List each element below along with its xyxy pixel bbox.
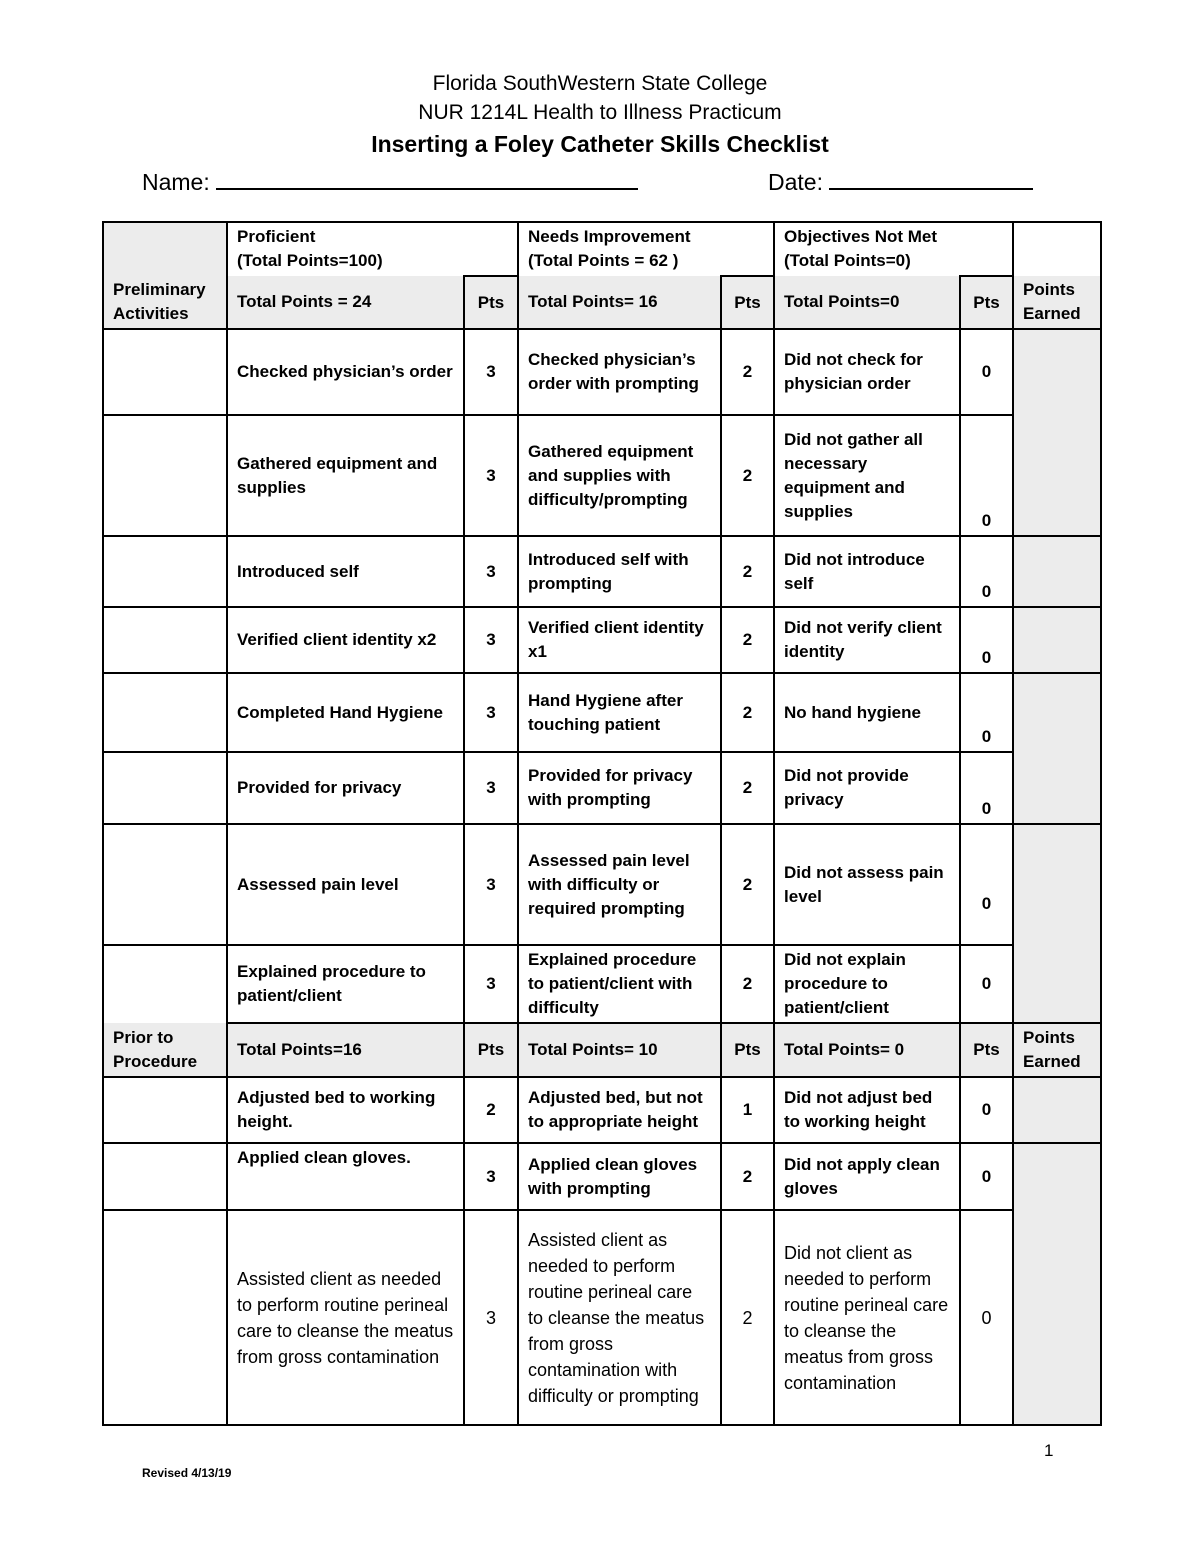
needs-points: 2: [721, 824, 774, 945]
notmet-criterion: Did not introduce self: [774, 536, 960, 607]
notmet-points: 0: [960, 536, 1013, 607]
needs-criterion: Gathered equipment and supplies with difficulty/prompting: [518, 415, 721, 536]
needs-points: 2: [721, 1143, 774, 1210]
proficient-criterion: Assessed pain level: [227, 824, 464, 945]
date-label: Date:: [768, 169, 823, 195]
notmet-points: 0: [960, 607, 1013, 673]
proficient-pts-label: Pts: [464, 276, 518, 329]
needs-points: 2: [721, 673, 774, 752]
proficient-points: 3: [464, 329, 518, 415]
notmet-points: 0: [960, 752, 1013, 824]
proficient-section-total: Total Points=16: [227, 1023, 464, 1077]
points-earned-label: Points Earned: [1013, 1023, 1101, 1077]
proficient-pts-label: Pts: [464, 1023, 518, 1077]
course-title: NUR 1214L Health to Illness Practicum: [418, 101, 782, 124]
column-header-row: [103, 222, 1101, 276]
page-number: 1: [1044, 1441, 1054, 1460]
needs-total-heading: (Total Points = 62 ): [528, 251, 679, 270]
proficient-header: [227, 222, 518, 276]
table-row: [103, 329, 1101, 415]
notmet-points: 0: [960, 824, 1013, 945]
checklist-title: Inserting a Foley Catheter Skills Checklist: [371, 131, 829, 157]
notmet-criterion: Did not verify client identity: [774, 607, 960, 673]
revision-date: Revised 4/13/19: [142, 1466, 232, 1480]
notmet-section-total: Total Points= 0: [774, 1023, 960, 1077]
table-row: [103, 945, 1101, 1023]
proficient-points: 3: [464, 945, 518, 1023]
needs-points: 2: [721, 945, 774, 1023]
notmet-criterion: Did not assess pain level: [774, 824, 960, 945]
needs-criterion: Verified client identity x1: [518, 607, 721, 673]
proficient-criterion: Adjusted bed to working height.: [227, 1077, 464, 1143]
row-label-cell: [103, 1077, 227, 1143]
notmet-criterion: Did not apply clean gloves: [774, 1143, 960, 1210]
points-earned-cell[interactable]: [1013, 607, 1101, 673]
proficient-points: 3: [464, 415, 518, 536]
date-blank-line[interactable]: [829, 166, 1033, 190]
notmet-points: 0: [960, 1210, 1013, 1425]
table-row: [103, 415, 1101, 536]
proficient-points: 3: [464, 536, 518, 607]
needs-section-total: Total Points= 10: [518, 1023, 721, 1077]
needs-points: 2: [721, 1210, 774, 1425]
row-label-cell: [103, 824, 227, 945]
needs-points: 2: [721, 329, 774, 415]
notmet-points: 0: [960, 1143, 1013, 1210]
needs-improvement-header: [518, 222, 774, 276]
proficient-criterion: Completed Hand Hygiene: [227, 673, 464, 752]
skills-checklist-table: [102, 221, 1102, 1426]
row-label-cell: [103, 607, 227, 673]
table-row: [103, 673, 1101, 752]
proficient-points: 3: [464, 673, 518, 752]
needs-criterion: Assisted client as needed to perform routine perineal care to cleanse the meatus from gross contamination with difficulty or prompting: [518, 1210, 721, 1425]
row-label-cell: [103, 673, 227, 752]
needs-criterion: Hand Hygiene after touching patient: [518, 673, 721, 752]
table-row: [103, 1077, 1101, 1143]
notmet-heading: Objectives Not Met: [784, 227, 938, 246]
proficient-criterion: Explained procedure to patient/client: [227, 945, 464, 1023]
row-label-cell: [103, 1210, 227, 1425]
date-field: [768, 166, 1033, 196]
notmet-points: 0: [960, 673, 1013, 752]
table-row: [103, 607, 1101, 673]
needs-criterion: Adjusted bed, but not to appropriate height: [518, 1077, 721, 1143]
needs-criterion: Explained procedure to patient/client with difficulty: [518, 945, 721, 1023]
objectives-not-met-header: [774, 222, 1013, 276]
needs-points: 2: [721, 536, 774, 607]
points-earned-cell[interactable]: [1013, 673, 1101, 824]
notmet-points: 0: [960, 1077, 1013, 1143]
table-row: [103, 1210, 1101, 1425]
proficient-points: 3: [464, 1143, 518, 1210]
notmet-points: 0: [960, 329, 1013, 415]
needs-criterion: Introduced self with prompting: [518, 536, 721, 607]
needs-heading: Needs Improvement: [528, 227, 691, 246]
points-earned-cell[interactable]: [1013, 1077, 1101, 1143]
proficient-points: 3: [464, 1210, 518, 1425]
needs-criterion: Provided for privacy with prompting: [518, 752, 721, 824]
section-label-cell: [103, 222, 227, 329]
needs-criterion: Applied clean gloves with prompting: [518, 1143, 721, 1210]
points-earned-label: Points Earned: [1013, 276, 1101, 329]
proficient-section-total: Total Points = 24: [227, 276, 464, 329]
name-field: [142, 166, 638, 196]
needs-criterion: Assessed pain level with difficulty or required prompting: [518, 824, 721, 945]
proficient-heading: Proficient: [237, 227, 316, 246]
needs-pts-label: Pts: [721, 276, 774, 329]
notmet-pts-label: Pts: [960, 276, 1013, 329]
proficient-criterion: Gathered equipment and supplies: [227, 415, 464, 536]
row-label-cell: [103, 1143, 227, 1210]
notmet-total-heading: (Total Points=0): [784, 251, 911, 270]
proficient-points: 3: [464, 824, 518, 945]
row-label-cell: [103, 329, 227, 415]
row-label-cell: [103, 945, 227, 1023]
points-earned-header-top: [1013, 222, 1101, 276]
table-row: [103, 824, 1101, 945]
section-label: Prior to Procedure: [103, 1023, 227, 1077]
proficient-points: 2: [464, 1077, 518, 1143]
section-header-row: [103, 1023, 1101, 1077]
needs-points: 2: [721, 415, 774, 536]
points-earned-cell[interactable]: [1013, 329, 1101, 536]
notmet-points: 0: [960, 415, 1013, 536]
points-earned-cell[interactable]: [1013, 536, 1101, 607]
notmet-criterion: Did not explain procedure to patient/client: [774, 945, 960, 1023]
notmet-criterion: Did not gather all necessary equipment and supplies: [774, 415, 960, 536]
notmet-criterion: Did not provide privacy: [774, 752, 960, 824]
needs-points: 2: [721, 752, 774, 824]
table-row: [103, 1143, 1101, 1210]
notmet-criterion: Did not adjust bed to working height: [774, 1077, 960, 1143]
points-earned-cell[interactable]: [1013, 824, 1101, 1023]
row-label-cell: [103, 415, 227, 536]
name-blank-line[interactable]: [216, 166, 638, 190]
proficient-criterion: Applied clean gloves.: [227, 1143, 464, 1210]
notmet-criterion: No hand hygiene: [774, 673, 960, 752]
needs-points: 2: [721, 607, 774, 673]
proficient-criterion: Assisted client as needed to perform routine perineal care to cleanse the meatus from gross contamination: [227, 1210, 464, 1425]
section-header-row: [103, 276, 1101, 329]
row-label-cell: [103, 536, 227, 607]
needs-section-total: Total Points= 16: [518, 276, 721, 329]
needs-criterion: Checked physician’s order with prompting: [518, 329, 721, 415]
proficient-criterion: Checked physician’s order: [227, 329, 464, 415]
proficient-total-heading: (Total Points=100): [237, 251, 383, 270]
table-row: [103, 536, 1101, 607]
name-label: Name:: [142, 169, 210, 195]
table-row: [103, 752, 1101, 824]
college-name: Florida SouthWestern State College: [432, 72, 768, 95]
notmet-section-total: Total Points=0: [774, 276, 960, 329]
notmet-criterion: Did not client as needed to perform routine perineal care to cleanse the meatus from gross contamination: [774, 1210, 960, 1425]
notmet-criterion: Did not check for physician order: [774, 329, 960, 415]
row-label-cell: [103, 752, 227, 824]
notmet-points: 0: [960, 945, 1013, 1023]
notmet-pts-label: Pts: [960, 1023, 1013, 1077]
proficient-points: 3: [464, 752, 518, 824]
needs-pts-label: Pts: [721, 1023, 774, 1077]
needs-points: 1: [721, 1077, 774, 1143]
section-label: Preliminary Activities: [113, 280, 206, 323]
proficient-criterion: Introduced self: [227, 536, 464, 607]
proficient-criterion: Verified client identity x2: [227, 607, 464, 673]
proficient-criterion: Provided for privacy: [227, 752, 464, 824]
points-earned-cell[interactable]: [1013, 1143, 1101, 1425]
proficient-points: 3: [464, 607, 518, 673]
